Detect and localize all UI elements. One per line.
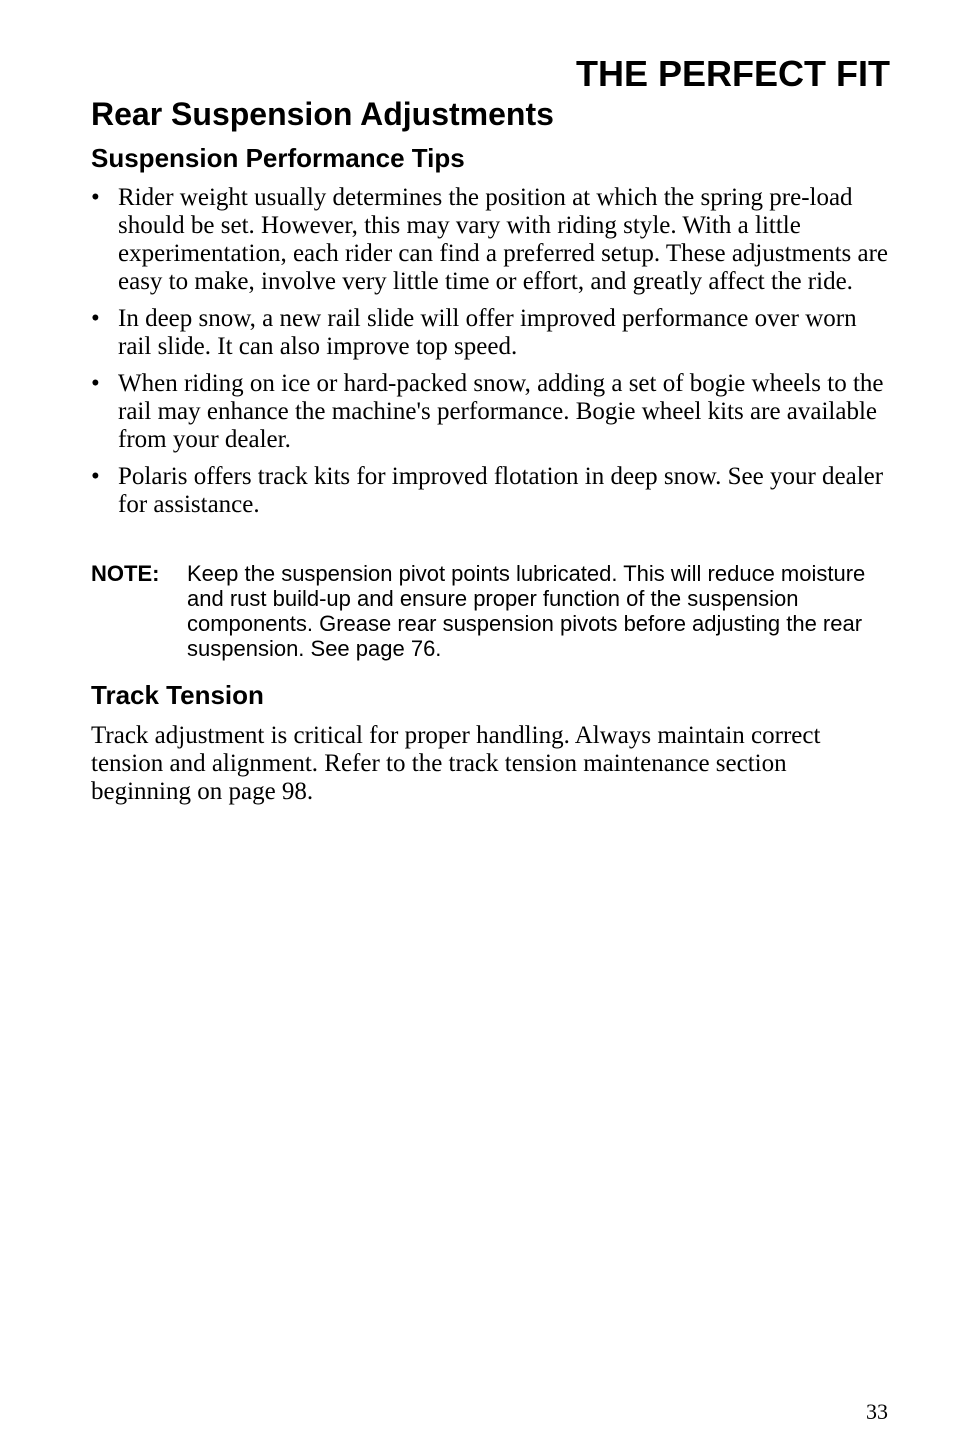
note-label: NOTE: [91, 561, 160, 586]
note-block [91, 561, 891, 661]
list-item [91, 463, 891, 519]
suspension-tips-heading: Suspension Performance Tips [91, 143, 465, 173]
bullet-icon: • [91, 463, 100, 490]
list-item [91, 305, 891, 361]
list-item [91, 184, 891, 296]
list-item-text: When riding on ice or hard-packed snow, adding a set of bogie wheels to the rail may enhance the machine's performance. Bogie wheel kits are available from your dealer. [118, 370, 884, 453]
list-item [91, 370, 891, 454]
bullet-icon: • [91, 305, 100, 332]
page-number: 33 [866, 1399, 888, 1424]
list-item-text: Rider weight usually determines the position at which the spring pre-load should be set. However, this may vary with riding style. With a little experimentation, each rider can find a preferred setup. These adjustments are easy to make, involve very little time or effort, and greatly affect the ride. [118, 184, 889, 295]
bullet-icon: • [91, 370, 100, 397]
track-tension-heading: Track Tension [91, 680, 264, 710]
suspension-tips-list [91, 184, 891, 528]
section-title: Rear Suspension Adjustments [91, 96, 554, 132]
note-text: Keep the suspension pivot points lubricated. This will reduce moisture and rust build-up and ensure proper function of the suspension components. Grease rear suspension pivots before adjusting the rear suspension. See page 76. [187, 561, 866, 661]
track-tension-body: Track adjustment is critical for proper handling. Always maintain correct tension and alignment. Refer to the track tension maintenance section beginning on page 98. [91, 722, 821, 805]
chapter-title: THE PERFECT FIT [576, 53, 890, 94]
list-item-text: In deep snow, a new rail slide will offer improved performance over worn rail slide. It can also improve top speed. [118, 305, 857, 360]
list-item-text: Polaris offers track kits for improved flotation in deep snow. See your dealer for assistance. [118, 463, 884, 518]
bullet-icon: • [91, 184, 100, 211]
